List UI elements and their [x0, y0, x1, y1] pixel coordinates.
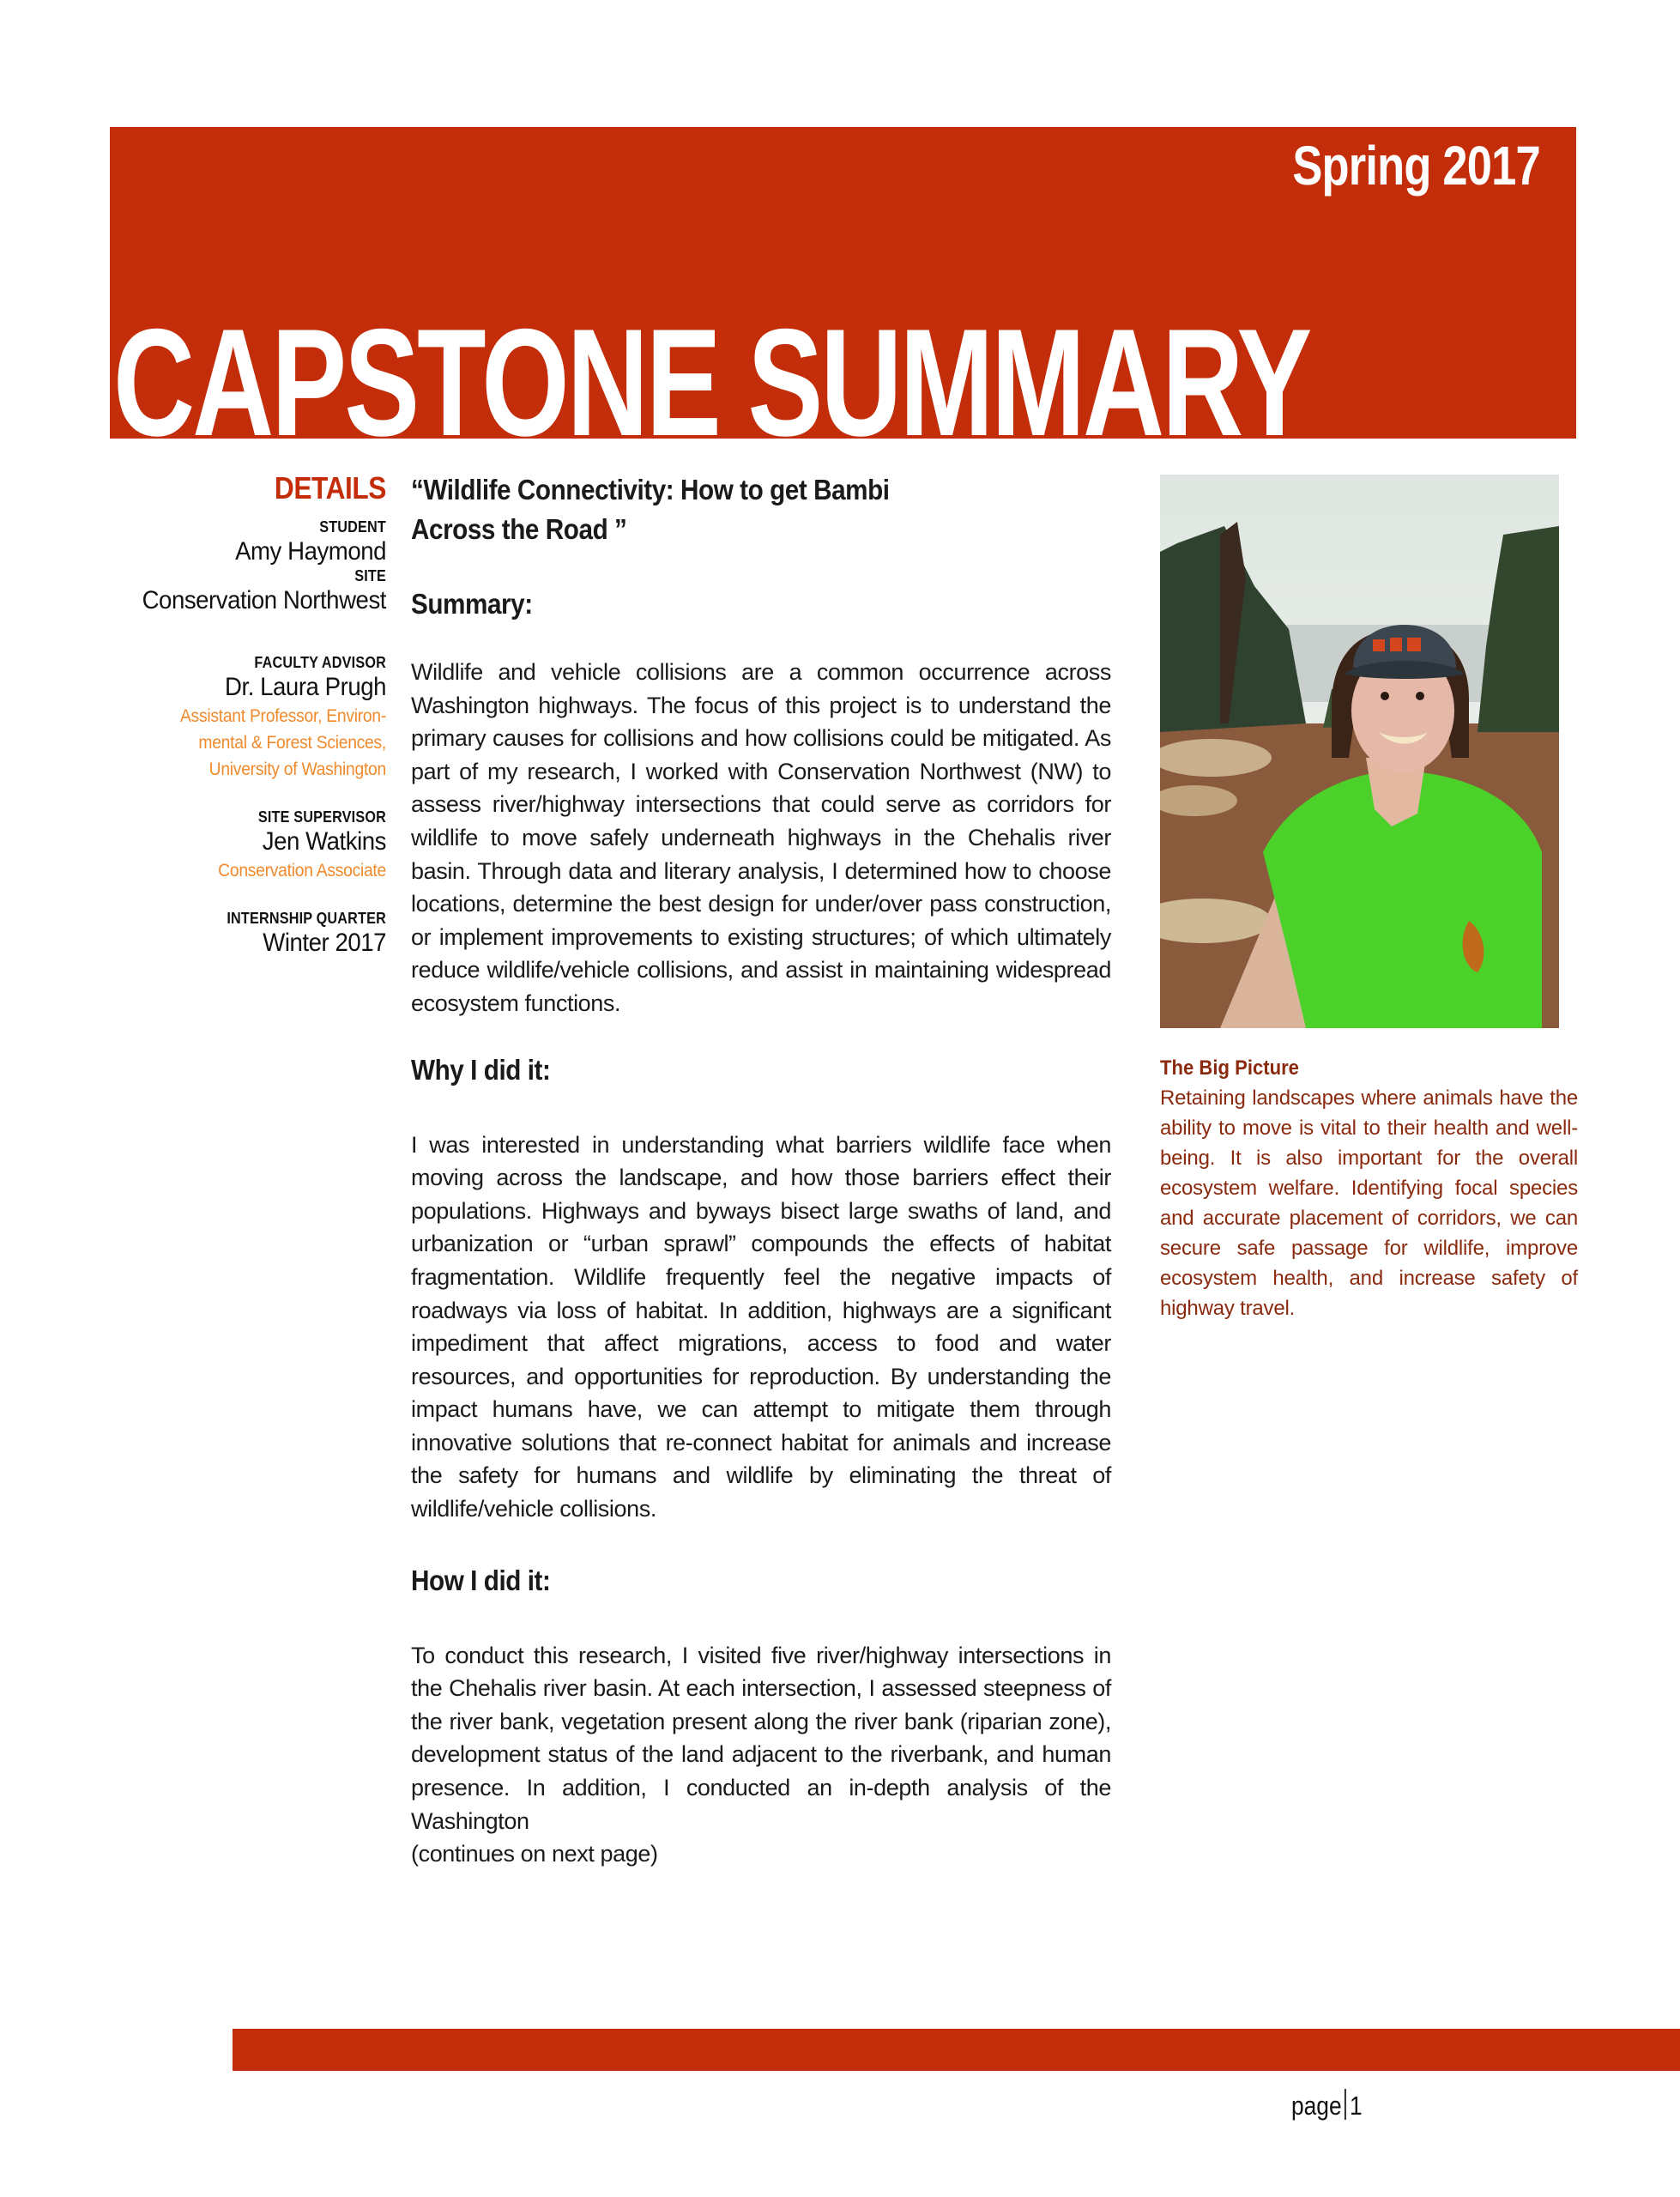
- page-number: [1291, 2089, 1363, 2121]
- title-line: Across the Road ”: [411, 513, 627, 545]
- supervisor-name: Jen Watkins: [262, 827, 386, 856]
- main-column: [411, 470, 1111, 1871]
- page-number-value: 1: [1349, 2091, 1363, 2121]
- site-group: [94, 567, 386, 616]
- site-label: SITE: [354, 567, 386, 584]
- title-line: “Wildlife Connectivity: How to get Bambi: [411, 474, 890, 505]
- why-paragraph: I was interested in understanding what barriers wildlife face when moving across the landscape, and how those barriers effect their populations. Highways and byways bisect large swaths of land, and urbanization or “urban sprawl” compounds the effects of habitat fragmentation. Wildlife frequently feel the negative impacts of roadways via loss of habitat. In addition, highways are a significant impediment that affect migrations, access to food and water resources, and opportunities for reproduction. By understanding the impact humans have, we can attempt to mitigate them through innovative solutions that re-connect habitat for animals and increase the safety for humans and wildlife by eliminating the threat of wildlife/vehicle collisions.: [411, 1131, 1111, 1522]
- big-picture-title: The Big Picture: [1160, 1056, 1299, 1080]
- document-title: [411, 470, 1106, 549]
- faculty-group: [94, 654, 386, 783]
- student-label: STUDENT: [319, 518, 386, 536]
- big-picture-text: Retaining landscapes where animals have the ability to move is vital to their health and well-being. It is also important for the overall ecosystem welfare. Identifying focal species and accurate placement of corridors, we can secure safe passage for wildlife, improve ecosystem health, and increase safety of highway travel.: [1160, 1086, 1578, 1320]
- quarter-label: INTERNSHIP QUARTER: [227, 910, 386, 927]
- faculty-title-line: Assistant Professor, Environ-: [179, 706, 386, 726]
- details-sidebar: [94, 470, 386, 984]
- faculty-title-line: mental & Forest Sciences,: [198, 733, 386, 753]
- page-separator: [1345, 2089, 1346, 2120]
- summary-heading: Summary:: [411, 588, 533, 620]
- photo-image: [1160, 475, 1559, 1028]
- faculty-name: Dr. Laura Prugh: [225, 673, 386, 701]
- supervisor-group: [94, 808, 386, 884]
- continues-note: (continues on next page): [411, 1841, 658, 1867]
- faculty-title-line: University of Washington: [208, 760, 386, 779]
- student-name: Amy Haymond: [235, 537, 386, 566]
- details-heading: DETAILS: [274, 470, 386, 505]
- big-picture-box: [1160, 1054, 1578, 1323]
- header-season: Spring 2017: [1292, 135, 1540, 197]
- header-band: [110, 127, 1576, 439]
- why-heading: Why I did it:: [411, 1053, 551, 1086]
- student-photo: [1160, 475, 1559, 1028]
- supervisor-label: SITE SUPERVISOR: [257, 808, 386, 826]
- how-heading: How I did it:: [411, 1564, 551, 1596]
- supervisor-title: Conservation Associate: [218, 861, 386, 881]
- footer-bar: [233, 2029, 1680, 2071]
- how-paragraph: To conduct this research, I visited five river/highway intersections in the Chehalis river basin. At each intersection, I assessed steepness of the river bank, vegetation present along the river bank (riparian zone), development status of the land adjacent to the riverbank, and human presence. In addition, I conducted an in-depth analysis of the Washington: [411, 1642, 1111, 1834]
- summary-paragraph: Wildlife and vehicle collisions are a common occurrence across Washington highways. The focus of this project is to understand the primary causes for collisions and how collisions could be mitigated. As part of my research, I worked with Conservation Northwest (NW) to assess river/highway intersections that could serve as corridors for wildlife to move safely underneath highways in the Chehalis river basin. Through data and literary analysis, I determined how to choose locations, determine the best design for under/over pass construction, or implement improvements to existing structures; of which ultimately reduce wildlife/vehicle collisions, and assist in maintaining widespread ecosystem functions.: [411, 659, 1111, 1016]
- site-name: Conservation Northwest: [142, 586, 386, 614]
- faculty-label: FACULTY ADVISOR: [254, 654, 386, 671]
- quarter-value: Winter 2017: [263, 929, 386, 957]
- page-word: page: [1291, 2091, 1342, 2121]
- quarter-group: [94, 910, 386, 959]
- student-group: [94, 518, 386, 567]
- header-title: CAPSTONE SUMMARY: [113, 297, 1310, 439]
